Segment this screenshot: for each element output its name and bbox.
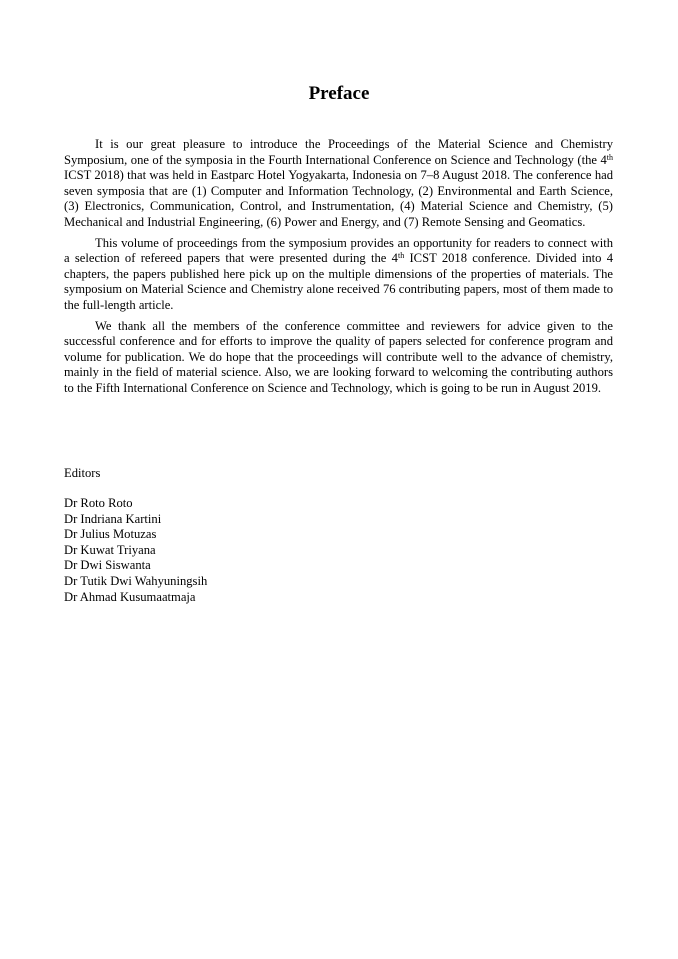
paragraph-text: ICST 2018 conference. Divided into 4 chapters, the papers published here pick up on the multiple dimensions of the properties of materials. The symposium on Material Science and Chemistry alone received 76 contributing papers, most of them made to the full-length article. [64, 251, 613, 312]
editor-name: Dr Julius Motuzas [64, 527, 157, 542]
editor-name: Dr Tutik Dwi Wahyuningsih [64, 573, 208, 588]
editor-name: Dr Roto Roto [64, 496, 133, 510]
editors-list [64, 496, 207, 605]
preface-body [64, 137, 613, 402]
editor-name: Dr Ahmad Kusumaatmaja [64, 589, 196, 604]
editor-name: Dr Kuwat Triyana [64, 542, 156, 557]
editors-heading: Editors [64, 466, 101, 480]
paragraph-acknowledgements: We thank all the members of the conference committee and reviewers for advice given to the successful conference and for efforts to improve the quality of papers selected for conference program and volume for publication. We do hope that the proceedings will contribute well to the advance of chemistry, mainly in the field of material science. Also, we are looking forward to welcoming the contributing authors to the Fifth International Conference on Science and Technology, which is going to be run in August 2019. [64, 318, 613, 395]
paragraph-text: ICST 2018) that was held in Eastparc Hotel Yogyakarta, Indonesia on 7–8 August 2018. The conference had seven symposia that are (1) Computer and Information Technology, (2) Environmental and Earth Science, (3) Electronics, Communication, Control, and Instrumentation, (4) Material Science and Chemistry, (5) Mechanical and Industrial Engineering, (6) Power and Energy, and (7) Remote Sensing and Geomatics. [64, 168, 613, 229]
ordinal-superscript: th [397, 251, 405, 261]
paragraph-volume-overview [64, 236, 613, 314]
paragraph-introduction [64, 137, 613, 231]
paragraph-text: This volume of proceedings from the symposium provides an opportunity for readers to connect with a selection of refereed papers that were presented during the 4 [64, 235, 613, 266]
ordinal-superscript: th [606, 152, 613, 162]
editor-name: Dr Indriana Kartini [64, 511, 162, 526]
editor-name: Dr Dwi Siswanta [64, 558, 151, 573]
paragraph-text: It is our great pleasure to introduce the Proceedings of the Material Science and Chemistry Symposium, one of the symposia in the Fourth International Conference on Science and Technology (the 4 [64, 137, 613, 167]
page-title: Preface [308, 83, 370, 104]
